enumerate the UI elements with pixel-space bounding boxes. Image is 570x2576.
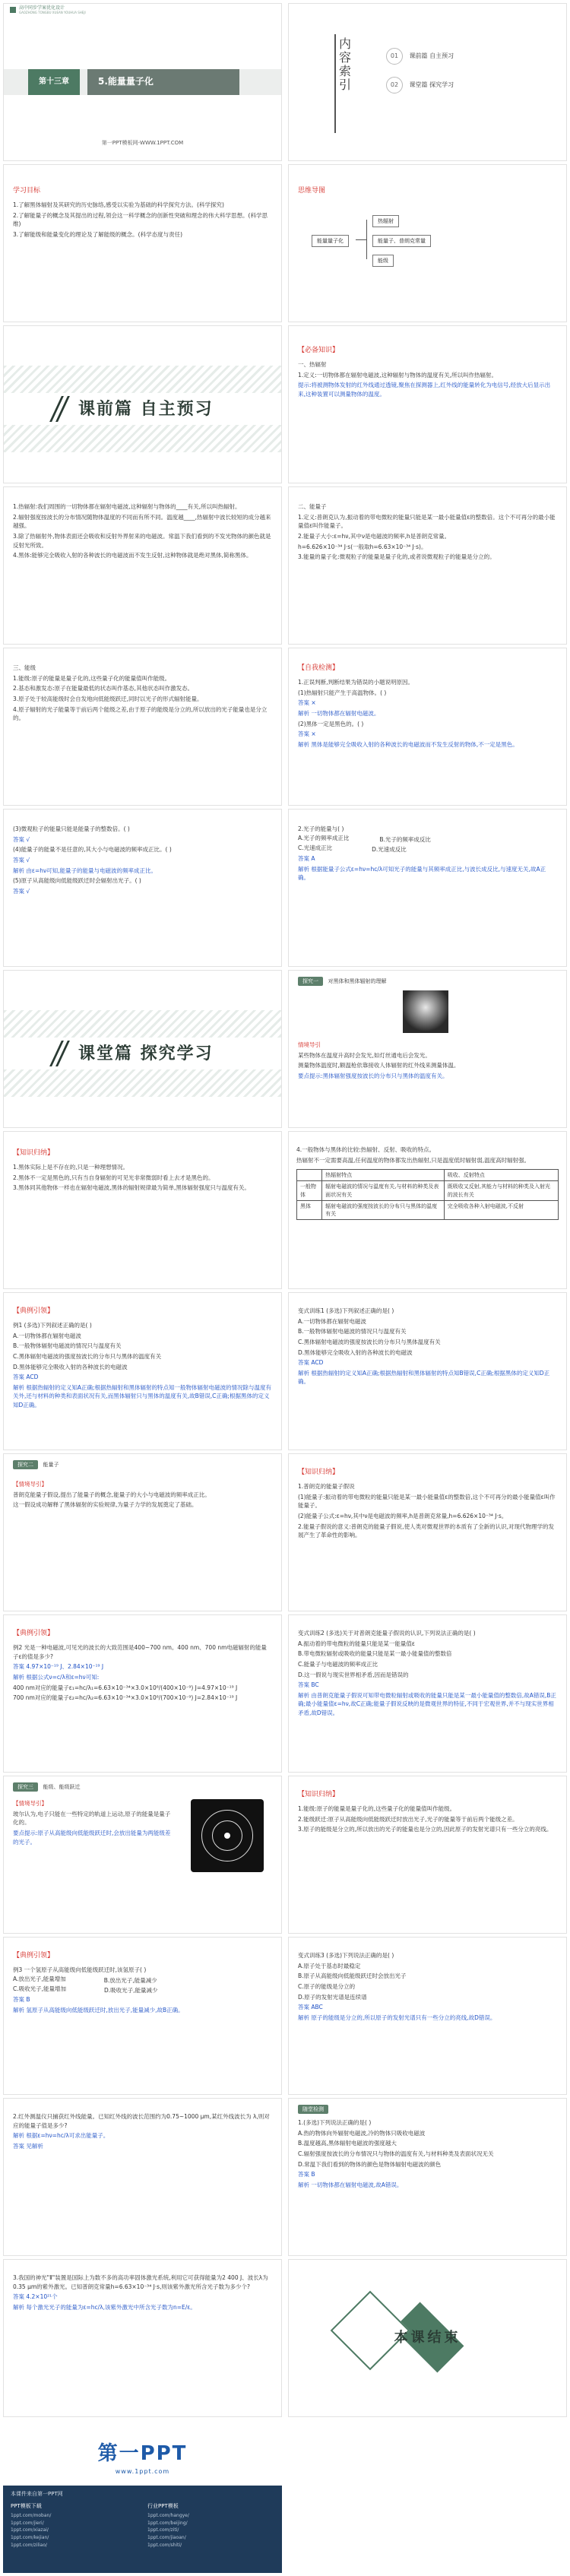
option-line: A.振动着的带电微粒的能量只能是某一能量值ε — [298, 1640, 415, 1647]
guide-heading: 【情境导引】 — [13, 1481, 47, 1488]
summary-heading: 【知识归纳】 — [298, 1469, 340, 1476]
text-line: 这一假设成功解释了黑体辐射的实验规律,为量子力学的发展奠定了基础。 — [13, 1501, 198, 1509]
guide-heading: 情境导引 — [298, 1041, 321, 1048]
option-line: D.这一假说与现实世界相矛盾,因而是错误的 — [298, 1671, 409, 1678]
slide-example-3 — [3, 1937, 282, 2095]
option-a: A.放出光子,能量增加 — [13, 1975, 66, 1982]
text-line: 热辐射不一定需要高温,任何温度的物体都发出热辐射,只是温度低时辐射弱,温度高时辐射强。 — [296, 1156, 530, 1164]
footer-ad — [3, 2420, 282, 2573]
question-line: 变式训练2 (多选)关于对普朗克能量子假说的认识,下列说法正确的是( ) — [298, 1630, 476, 1637]
slide-explore-1 — [288, 970, 567, 1128]
explore-tag-title: 对黑体和黑体辐射的理解 — [328, 978, 387, 984]
explanation-line: 解析 根据能量子公式ε=hν=hc/λ可知光子的能量与其频率成正比,与波长成反比,与速度无关,故A正确。 — [298, 865, 546, 882]
question-line: 1.(多选)下列说法正确的是( ) — [298, 2119, 372, 2127]
example-heading: 【典例引领】 — [13, 1630, 55, 1637]
mindmap-heading: 思维导图 — [298, 187, 326, 195]
text-line: 玻尔认为,电子只能在一些特定的轨道上运动,原子的能量是量子化的。 — [13, 1810, 171, 1827]
contents-num-1: 01 — [386, 48, 403, 65]
answer-line: 答案 √ — [13, 856, 30, 863]
text-line: 4.原子辐射的光子能量等于前后两个能级之差,由于原子的能级是分立的,所以放出的光子能量也是分立的。 — [13, 705, 268, 722]
explore-tag: 探究二 — [13, 1460, 38, 1469]
section-heading: 二、能量子 — [298, 503, 327, 510]
slide-explore-3 — [3, 1776, 282, 1934]
footer-link[interactable]: 1ppt.com/hangye/ — [147, 2513, 189, 2519]
slide-exercise-3 — [3, 2259, 282, 2417]
slide-exercise-2 — [3, 2098, 282, 2256]
option-line: C.辐射强度按波长的分布情况只与物体的温度有关,与材料种类及表面状况无关 — [298, 2150, 494, 2158]
text-line: 4.一般物体与黑体的比较:热辐射、反射、吸收的特点。 — [296, 1146, 435, 1153]
footer-link[interactable]: 1ppt.com/ziliao/ — [11, 2542, 48, 2548]
question-line: 例1 (多选)下列叙述正确的是( ) — [13, 1322, 92, 1329]
option-a: A.光子的频率成正比 — [298, 834, 350, 841]
option-b: B.光子的频率成反比 — [379, 835, 431, 843]
answer-line: 答案 ACD — [298, 1359, 324, 1367]
footer-link[interactable]: 1ppt.com/xiazai/ — [11, 2527, 49, 2533]
answer-line: 答案 √ — [13, 887, 30, 895]
table-row — [297, 1181, 559, 1200]
slide-variant-1 — [288, 1292, 567, 1450]
decor-stripe — [4, 425, 281, 452]
table-header-cell: 吸收、反射特点 — [444, 1170, 558, 1181]
answer-line: 答案 ACD — [13, 1374, 39, 1381]
text-line: 2.基态和激发态:原子在能量最低的状态叫作基态,其他状态叫作激发态。 — [13, 685, 194, 692]
question-line: 2.光子的能量与( ) — [298, 825, 344, 832]
text-line: 3.原子的能级是分立的,所以放出的光子的能量也是分立的,因此原子的发射光谱只有一些分立的亮线。 — [298, 1826, 553, 1833]
objectives-heading: 学习目标 — [13, 187, 41, 195]
example-heading: 【典例引领】 — [13, 1307, 55, 1315]
option-line: D.原子的发射光谱是连续谱 — [298, 1993, 367, 2001]
answer-line: 答案 A — [298, 854, 315, 862]
slide-mindmap — [288, 164, 567, 322]
slide-header — [4, 4, 281, 16]
footer-logo: 第一PPT — [97, 2442, 188, 2465]
text-line: 1.能级:原子的能量是量子化的,这些量子化的能量值叫作能级。 — [298, 1805, 456, 1813]
slide-text-8 — [288, 486, 567, 645]
slide-end — [288, 2259, 567, 2417]
text-line: 2.黑体不一定是黑色的,只有当自身辐射的可见光非常微弱时看上去才是黑色的。 — [13, 1174, 214, 1181]
table-cell: 完全吸收各种入射电磁波,不反射 — [444, 1200, 558, 1219]
footer-right-col — [147, 2502, 269, 2549]
text-line: (5)原子从高能级向低能级跃迁时会辐射出光子。( ) — [13, 877, 141, 885]
chapter-label: 第十三章 — [28, 69, 80, 95]
lamp-photo-icon — [403, 990, 448, 1033]
option-d: D.光速成反比 — [372, 846, 407, 854]
text-line: 2.能量子假说的意义:普朗克的能量子假说,使人类对微观世界的本质有了全新的认识,对现代物理学的发展产生了革命性的影响。 — [298, 1522, 554, 1539]
explore-tag: 探究一 — [298, 977, 323, 986]
option-line: B.带电微粒辐射或吸收的能量只能是某一最小能量值的整数倍 — [298, 1650, 452, 1658]
text-line: 3.原子处于较高能级时会自发地向低能级跃迁,同时以光子的形式辐射能量。 — [13, 695, 203, 702]
option-line: D.黑体能够完全吸收入射的各种波长的电磁波 — [13, 1363, 128, 1370]
end-title: 本课结束 — [394, 2330, 461, 2346]
hint-line: 要点提示:原子从高能级向低能级跃迁时,会放出能量为两能级差的光子。 — [13, 1829, 171, 1846]
option-d: D.吸收光子,能量减少 — [104, 1987, 158, 1995]
contents-item-2[interactable] — [386, 77, 454, 93]
footer-link[interactable]: 1ppt.com/jieri/ — [11, 2520, 44, 2526]
slide-section-preview — [3, 325, 282, 483]
knowledge-heading: 【必备知识】 — [298, 347, 340, 354]
table-header-row — [297, 1170, 559, 1181]
footer-link[interactable]: 1ppt.com/shiti/ — [147, 2542, 182, 2548]
nucleus-icon — [224, 1833, 230, 1839]
knowledge-sub: 一、热辐射 — [298, 361, 327, 369]
option-line: C.黑体辐射电磁波的强度按波长的分布只与黑体的温度有关 — [13, 1352, 162, 1360]
slide-text-9 — [3, 648, 282, 806]
mindmap-branch: 热辐射 — [372, 215, 399, 227]
explore-tag-title: 能量子 — [43, 1462, 59, 1468]
option-line: B.一般物体辐射电磁波的情况只与温度有关 — [298, 1328, 407, 1336]
header-small: 高中同步学案优化设计 — [19, 5, 65, 11]
explanation-line: 解析 每个激光光子的能量为ε=hc/λ,该紫外激光中所含光子数为n=E/ε。 — [13, 2303, 196, 2311]
text-line: 4.黑体:能够完全吸收入射的各种波长的电磁波而不发生反射,这种物体就是绝对黑体,简称黑体。 — [13, 552, 252, 559]
option-line: A.热的物体向外辐射电磁波,冷的物体只吸收电磁波 — [298, 2129, 426, 2137]
slide-title — [3, 3, 282, 161]
slide-example-1 — [3, 1292, 282, 1450]
text-line: 3.黑体同其他物体一样也在辐射电磁波,黑体的辐射规律最为简单,黑体辐射强度只与温度有关。 — [13, 1184, 250, 1192]
table-cell: 辐射电磁波的强度按波长的分布只与黑体的温度有关 — [322, 1200, 445, 1219]
slide-text-12 — [288, 809, 567, 967]
mindmap-root: 能量量子化 — [312, 235, 349, 247]
text-line: 某些物体在温度升高时会发光,如灯丝通电后会发光。 — [298, 1051, 431, 1059]
mindmap-connector — [356, 239, 366, 240]
slide-selfcheck — [288, 648, 567, 806]
formula-line: 700 nm对应的能量子ε₂=hc/λ₂=6.63×10⁻³⁴×3.0×10⁸/(700×10⁻⁹) J=2.84×10⁻¹⁹ J — [13, 1694, 238, 1702]
explore-tag: 探究三 — [13, 1782, 38, 1792]
table-cell: 既吸收又反射,其能力与材料的种类及入射光的波长有关 — [444, 1181, 558, 1200]
table-header-cell: 热辐射特点 — [322, 1170, 445, 1181]
summary-heading: 【知识归纳】 — [13, 1149, 55, 1157]
answer-line: 答案 BC — [298, 1681, 319, 1689]
source-text: 第一PPT模板网-WWW.1PPT.COM — [101, 140, 184, 146]
footer-left-title: PPT模板下载 — [11, 2503, 42, 2509]
text-line: 2.能级跃迁:原子从高能级向低能级跃迁时放出光子,光子的能量等于前后两个能级之差。 — [298, 1815, 518, 1823]
explanation-line: 解析 黑体是能够完全吸收入射的各种波长的电磁波而不发生反射的物体,不一定是黑色。 — [298, 740, 518, 748]
option-c: C.光速成正比 — [298, 844, 333, 852]
footer-url[interactable]: www.1ppt.com — [115, 2468, 170, 2475]
knowledge-line: 1.定义:一切物体都在辐射电磁波,这种辐射与物体的温度有关,所以叫作热辐射。 — [298, 371, 497, 379]
text-line: 3.除了热辐射外,物体表面还会吸收和反射外界射来的电磁波。常温下我们看到的不发光物体的颜色就是反射光所致。 — [13, 532, 271, 549]
explanation-line: 解析 根据热辐射的定义知A正确;根据热辐射和黑体辐射的特点知一般物体辐射电磁波的情况除与温度有关外,还与材料的种类和表面状况有关,而黑体辐射只与黑体的温度有关,故B错误,C正确;根据黑体的定义知D正确。 — [13, 1383, 272, 1409]
text-line: 2.能量子大小:ε=hν,其中ν是电磁波的频率,h是普朗克常量。 — [298, 532, 451, 540]
hint-line: 要点提示:黑体辐射强度按波长的分布只与黑体的温度有关。 — [298, 1072, 448, 1079]
guide-heading: 【情境导引】 — [13, 1800, 47, 1807]
slide-summary-3 — [288, 1776, 567, 1934]
text-line: 1.黑体实际上是不存在的,只是一种理想情况。 — [13, 1164, 129, 1171]
option-line: B.温度越高,黑体辐射电磁波的强度越大 — [298, 2140, 397, 2147]
explanation-line: 解析 由普朗克能量子假说可知带电微粒辐射或吸收的能量只能是某一最小能量值的整数倍,故A错误,B正确;最小能量值ε=hν,故C正确;能量子假说反映的是微观世界的特征,不同于宏观世界,并不与现实世界相矛盾,故D错误。 — [298, 1691, 556, 1716]
answer-line: 答案 4.97×10⁻¹⁹ J、2.84×10⁻¹⁹ J — [13, 1663, 104, 1671]
contents-item-1[interactable] — [386, 48, 454, 65]
explore-tag-title: 能级、能级跃迁 — [43, 1784, 81, 1790]
summary-heading: 【知识归纳】 — [298, 1791, 340, 1798]
answer-line: 答案 √ — [13, 835, 30, 843]
option-line: B.一般物体辐射电磁波的情况只与温度有关 — [13, 1342, 122, 1350]
footer-title: 本课件来自第一PPT网 — [11, 2491, 63, 2497]
footer-link[interactable]: 1ppt.com/ziti/ — [147, 2527, 179, 2533]
answer-line: 答案 × — [298, 699, 316, 707]
slide-practice — [288, 2098, 567, 2256]
contents-title: 内容索引 — [339, 36, 352, 92]
option-b: B.放出光子,能量减少 — [103, 1976, 157, 1984]
text-line: 3.能量的量子化:微观粒子的能量是量子化的,或者说微观粒子的能量是分立的。 — [298, 553, 496, 561]
mindmap-branch: 能量子、普朗克常量 — [372, 235, 431, 247]
option-line: A.一切物体都在辐射电磁波 — [13, 1332, 81, 1339]
footer-link[interactable]: 1ppt.com/kejian/ — [11, 2534, 49, 2540]
answer-line: 答案 B — [13, 1995, 30, 2003]
slide-text-7 — [3, 486, 282, 645]
compare-table — [296, 1169, 559, 1220]
text-line: (4)能量子的能量不是任意的,其大小与电磁波的频率成正比。( ) — [13, 846, 172, 854]
answer-line: 答案 见解析 — [13, 2142, 43, 2150]
question-line: 例3 一个氢原子从高能级向低能级跃迁时,该氢原子( ) — [13, 1966, 147, 1974]
text-line: 测量物体温度时,额温枪依靠接收人体辐射的红外线来测量体温。 — [298, 1062, 460, 1069]
option-line: C.能量子与电磁波的频率成正比 — [298, 1660, 378, 1668]
objective-line: 1.了解黑体辐射及其研究的历史脉络,感受以实验为基础的科学探究方法。(科学探究) — [13, 201, 224, 209]
slide-compare-table — [288, 1131, 567, 1289]
explanation-line: 解析 氢原子从高能级向低能级跃迁时,放出光子,能量减少,故B正确。 — [13, 2006, 184, 2014]
table-cell: 辐射电磁波的情况与温度有关,与材料的种类及表面状况有关 — [322, 1181, 445, 1200]
atom-orbit-icon — [191, 1799, 264, 1872]
explanation-line: 解析 一切物体都在辐射电磁波,故A错误。 — [298, 2181, 403, 2188]
question-line: 变式训练1 (多选)下列叙述正确的是( ) — [298, 1307, 394, 1314]
slide-knowledge-1 — [288, 325, 567, 483]
table-cell: 一般物体 — [297, 1181, 322, 1200]
logo-square-icon — [10, 7, 16, 13]
slide-text-11 — [3, 809, 282, 967]
objective-line: 3.了解能级和能量变化的理论及了解能级的概念。(科学态度与责任) — [13, 230, 183, 238]
explanation-line: 解析 由ε=hν可知,能量子的能量与电磁波的频率成正比。 — [13, 867, 157, 874]
decor-stripe — [4, 1069, 281, 1097]
knowledge-line: 提示:将被测物体发射的红外线通过透镜,聚焦在探测器上,红外线的能量转化为电信号,经放大后显示出来,这种装置可以测量物体的温度。 — [298, 382, 551, 398]
text-line: h=6.626×10⁻³⁴ J·s(一般取h=6.63×10⁻³⁴ J·s)。 — [298, 543, 427, 550]
text-line: (1)热辐射只能产生于高温物体。( ) — [298, 689, 387, 696]
text-line: 1.热辐射:我们周围的一切物体都在辐射电磁波,这种辐射与物体的____有关,所以叫热辐射。 — [13, 503, 241, 510]
decor-stripe — [4, 1010, 281, 1038]
lesson-title: 5.能量量子化 — [87, 69, 239, 95]
option-line: A.原子处于基态时最稳定 — [298, 1962, 361, 1969]
slide-variant-3 — [288, 1937, 567, 2095]
contents-num-2: 02 — [386, 77, 403, 93]
practice-tag: 随堂检测 — [298, 2105, 328, 2114]
option-line: D.常温下我们看到的物体的颜色是物体辐射电磁波的颜色 — [298, 2160, 442, 2168]
table-row — [297, 1200, 559, 1219]
answer-line: 答案 4.2×10²¹个 — [13, 2293, 58, 2301]
option-line: A.一切物体都在辐射电磁波 — [298, 1317, 366, 1325]
example-heading: 【典例引领】 — [13, 1952, 55, 1960]
question-line: 3.我国的神光"Ⅱ"装置是国际上为数不多的高功率固体激光系统,利用它可获得能量为2 400 J、波长λ为0.35 μm的紫外激光。已知普朗克常量h=6.63×10⁻³⁴ J·s,则该紫外激光所含光子数为多少个? — [13, 2274, 268, 2290]
slide-summary-2 — [288, 1453, 567, 1611]
footer-link[interactable]: 1ppt.com/moban/ — [11, 2513, 52, 2519]
mindmap-connector — [366, 220, 367, 259]
slide-objectives — [3, 164, 282, 322]
explanation-line: 解析 一切物体都在辐射电磁波。 — [298, 709, 380, 717]
answer-line: 答案 ABC — [298, 2004, 323, 2011]
option-c: C.吸收光子,能量增加 — [13, 1985, 67, 1993]
explanation-line: 解析 根据热辐射的定义知A正确;根据热辐射和黑体辐射的特点知B错误,C正确;根据黑体的定义知D正确。 — [298, 1369, 550, 1386]
text-line: 1.普朗克的能量子假说 — [298, 1483, 355, 1491]
footer-right-title: 行业PPT模板 — [147, 2503, 179, 2509]
contents-divider — [334, 34, 336, 133]
answer-line: 答案 × — [298, 730, 316, 738]
text-line: (1)能量子:振动着的带电微粒的能量只能是某一最小能量值ε的整数倍,这个不可再分的最小能量值ε叫作能量子。 — [298, 1493, 556, 1510]
footer-link[interactable]: 1ppt.com/beijing/ — [147, 2520, 188, 2526]
mindmap-branch: 能级 — [372, 255, 394, 267]
text-line: (3)微观粒子的能量只能是能量子的整数倍。( ) — [13, 825, 130, 832]
table-header-cell — [297, 1170, 322, 1181]
section-heading: 三、能级 — [13, 664, 36, 671]
explanation-line: 解析 原子的能级是分立的,所以原子的发射光谱只有一些分立的亮线,故D错误。 — [298, 2014, 496, 2021]
answer-line: 答案 B — [298, 2171, 315, 2178]
contents-label-2: 课堂篇 探究学习 — [409, 81, 454, 88]
text-line: 1.能级:原子的能量是量子化的,这些量子化的能量值叫作能级。 — [13, 674, 171, 682]
formula-line: 400 nm对应的能量子ε₁=hc/λ₁=6.63×10⁻³⁴×3.0×10⁸/(400×10⁻⁹) J=4.97×10⁻¹⁹ J — [13, 1684, 238, 1691]
slide-summary-1 — [3, 1131, 282, 1289]
footer-link[interactable]: 1ppt.com/jiaoan/ — [147, 2534, 186, 2540]
option-line: D.黑体能够完全吸收入射的各种波长的电磁波 — [298, 1348, 413, 1356]
slide-contents — [288, 3, 567, 161]
slide-explore-2 — [3, 1453, 282, 1611]
footer-left-col — [11, 2502, 132, 2549]
header-small-sub: GAOZHONG TONGBU XUEAN YOUHUA SHEJI — [19, 11, 86, 14]
text-line: 1.定义:普朗克认为,振动着的带电微粒的能量只能是某一最小能量值ε的整数倍。这个不可再分的最小能量值ε叫作能量子。 — [298, 513, 556, 530]
title-bar — [4, 69, 281, 95]
text-line: 1.正误判断,判断结果为错误的小题说明原因。 — [298, 679, 414, 686]
text-line: 2.辐射强度按波长的分布情况随物体温度的不同而有所不同。温度越____,热辐射中波长较短的成分越来越强。 — [13, 513, 271, 530]
question-line: 2.红外测温仪只捕获红外线能量。已知红外线的波长范围约为0.75~1000 μm,某红外线波长为 λ,则对应的能量子值是多少? — [13, 2113, 270, 2129]
text-line: 普朗克能量子假设,提出了能量子的概念,能量子的大小与电磁波的频率成正比。 — [13, 1491, 211, 1498]
option-line: C.原子的能级是分立的 — [298, 1982, 356, 1990]
table-cell: 黑体 — [297, 1200, 322, 1219]
option-line: B.原子从高能级向低能级跃迁时会放出光子 — [298, 1972, 407, 1980]
contents-label-1: 课前篇 自主预习 — [409, 52, 454, 59]
explanation-line: 解析 根据ε=hν=hc/λ可求出能量子。 — [13, 2132, 109, 2140]
section-title: 课堂篇 探究学习 — [78, 1044, 214, 1063]
slide-section-explore — [3, 970, 282, 1128]
text-line: (2)能量子公式:ε=hν,其中ν是电磁波的频率,h是普朗克常量,h=6.626×10⁻³⁴ J·s。 — [298, 1512, 508, 1519]
section-title: 课前篇 自主预习 — [78, 400, 214, 419]
slide-example-2 — [3, 1614, 282, 1773]
option-line: C.黑体辐射电磁波的强度按波长的分布只与黑体温度有关 — [298, 1338, 441, 1345]
question-line: 变式训练3 (多选)下列说法正确的是( ) — [298, 1952, 394, 1959]
question-line: 例2 光是一种电磁波,可见光的波长的大致范围是400~700 nm。400 nm、700 nm电磁辐射的能量子ε的值是多少? — [13, 1644, 267, 1660]
footer-logo-area — [3, 2420, 282, 2486]
decor-stripe — [4, 366, 281, 393]
selfcheck-heading: 【自我检测】 — [298, 664, 340, 672]
explanation-line: 解析 根据公式ν=c/λ和ε=hν可知: — [13, 1673, 100, 1681]
text-line: (2)黑体一定是黑色的。( ) — [298, 720, 364, 727]
slide-variant-2 — [288, 1614, 567, 1773]
objective-line: 2.了解能量子的概念及其提出的过程,领会这一科学概念的创新性突破和理念的伟大科学思想。(科学思维) — [13, 211, 268, 228]
